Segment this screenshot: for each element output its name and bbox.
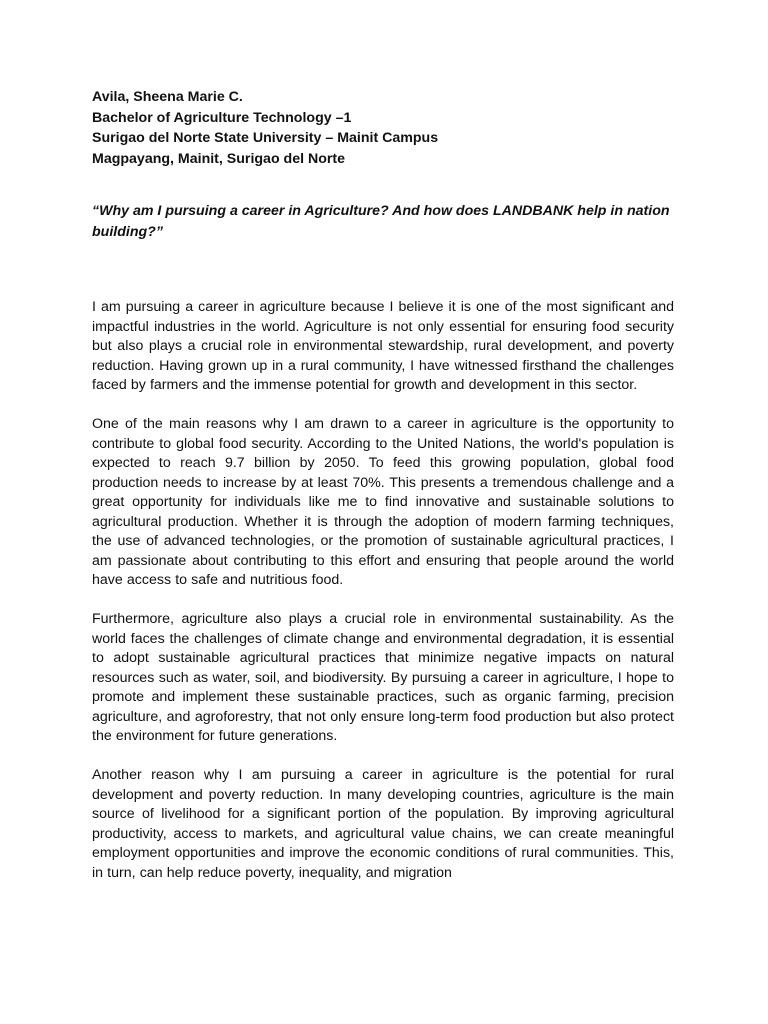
author-header [92,87,692,169]
essay-body [92,298,674,903]
degree-program: Bachelor of Agriculture Technology –1 [92,109,352,126]
essay-paragraph-4: Another reason why I am pursuing a career in agriculture is the potential for rural development and poverty reduction. In many developing countries, agriculture is the main source of livelihood for a significant portion of the population. By improving agricultural productivity, access to markets, and agricultural value chains, we can create meaningful employment opportunities and improve the economic conditions of rural communities. This, in turn, can help reduce poverty, inequality, and migration [92,767,674,881]
author-name: Avila, Sheena Marie C. [92,89,243,105]
essay-paragraph-3: Furthermore, agriculture also plays a crucial role in environmental sustainability. As the world faces the challenges of climate change and environmental degradation, it is essential to adopt sustainable agricultural practices that minimize negative impacts on natural resources such as water, soil, and biodiversity. By pursuing a career in agriculture, I hope to promote and implement these sustainable practices, such as organic farming, precision agriculture, and agroforestry, that not only ensure long-term food production but also protect the environment for future generations. [92,611,674,744]
university-name: Surigao del Norte State University – Mainit Campus [92,130,439,146]
author-address: Magpayang, Mainit, Surigao del Norte [92,150,346,167]
essay-paragraph-1: I am pursuing a career in agriculture because I believe it is one of the most significant and impactful industries in the world. Agriculture is not only essential for ensuring food security but also plays a crucial role in environmental stewardship, rural development, and poverty reduction. Having grown up in a rural community, I have witnessed firsthand the challenges faced by farmers and the immense potential for growth and development in this sector. [92,299,674,393]
essay-question: “Why am I pursuing a career in Agriculture? And how does LANDBANK help in nation building?” [92,203,670,240]
essay-paragraph-2: One of the main reasons why I am drawn to a career in agriculture is the opportunity to contribute to global food security. According to the United Nations, the world's population is expected to reach 9.7 billion by 2050. To feed this growing population, global food production needs to increase by at least 70%. This presents a tremendous challenge and a great opportunity for individuals like me to find innovative and sustainable solutions to agricultural production. Whether it is through the adoption of modern farming techniques, the use of advanced technologies, or the promotion of sustainable agricultural practices, I am passionate about contributing to this effort and ensuring that people around the world have access to safe and nutritious food. [92,416,674,588]
